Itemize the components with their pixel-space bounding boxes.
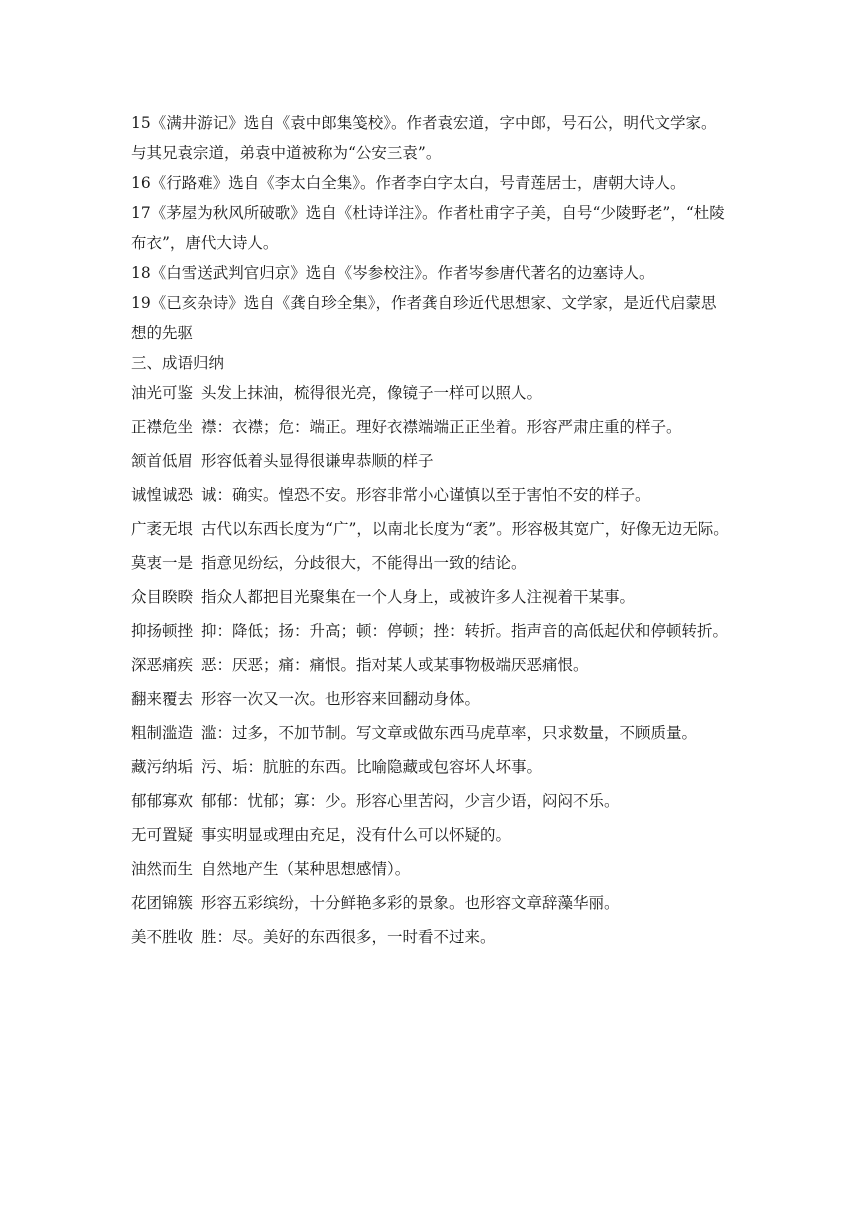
idiom-term: 众目睽睽 — [131, 588, 194, 606]
idiom-term: 郁郁寡欢 — [131, 792, 194, 810]
idiom-definition: 诚：确实。惶恐不安。形容非常小心谨慎以至于害怕不安的样子。 — [201, 486, 651, 504]
idiom-term: 翻来覆去 — [131, 690, 194, 708]
idiom-entry — [131, 480, 731, 510]
idiom-entry — [131, 378, 731, 408]
idiom-term: 正襟危坐 — [131, 418, 194, 436]
idiom-definition: 抑：降低；扬：升高；顿：停顿；挫：转折。指声音的高低起伏和停顿转折。 — [201, 622, 729, 640]
idiom-entry — [131, 616, 731, 646]
idiom-entry — [131, 718, 731, 748]
idiom-term: 美不胜收 — [131, 928, 194, 946]
idiom-entry — [131, 888, 731, 918]
idiom-term: 花团锦簇 — [131, 894, 194, 912]
idiom-term: 油光可鉴 — [131, 384, 194, 402]
idiom-definition: 事实明显或理由充足，没有什么可以怀疑的。 — [201, 826, 512, 844]
idiom-definition: 郁郁：忧郁；寡：少。形容心里苦闷，少言少语，闷闷不乐。 — [201, 792, 620, 810]
idiom-definition: 形容五彩缤纷，十分鲜艳多彩的景象。也形容文章辞藻华丽。 — [201, 894, 620, 912]
idiom-term: 莫衷一是 — [131, 554, 194, 572]
idiom-definition: 胜：尽。美好的东西很多，一时看不过来。 — [201, 928, 496, 946]
idiom-definition: 头发上抹油，梳得很光亮，像镜子一样可以照人。 — [201, 384, 543, 402]
idiom-term: 无可置疑 — [131, 826, 194, 844]
idiom-term: 粗制滥造 — [131, 724, 194, 742]
note-paragraph: 18《白雪送武判官归京》选自《岑参校注》。作者岑参唐代著名的边塞诗人。 — [131, 264, 655, 282]
idiom-entry — [131, 650, 731, 680]
idiom-term: 诚惶诚恐 — [131, 486, 194, 504]
idiom-entry — [131, 446, 731, 476]
section-heading: 三、成语归纳 — [131, 354, 225, 372]
idiom-definition: 滥：过多，不加节制。写文章或做东西马虎草率，只求数量，不顾质量。 — [201, 724, 698, 742]
idiom-term: 广袤无垠 — [131, 520, 194, 538]
note-paragraph: 16《行路难》选自《李太白全集》。作者李白字太白，号青莲居士，唐朝大诗人。 — [131, 174, 686, 192]
idiom-entry — [131, 684, 731, 714]
idiom-entry — [131, 548, 731, 578]
idiom-term: 藏污纳垢 — [131, 758, 194, 776]
document-body — [131, 108, 731, 952]
idiom-term: 颔首低眉 — [131, 452, 194, 470]
idiom-entry — [131, 752, 731, 782]
idiom-definition: 恶：厌恶；痛：痛恨。指对某人或某事物极端厌恶痛恨。 — [201, 656, 589, 674]
idiom-entry — [131, 922, 731, 952]
idiom-definition: 形容一次又一次。也形容来回翻动身体。 — [201, 690, 481, 708]
idiom-definition: 指意见纷纭，分歧很大，不能得出一致的结论。 — [201, 554, 527, 572]
idiom-entry — [131, 786, 731, 816]
idiom-definition: 自然地产生（某种思想感情）。 — [201, 860, 411, 878]
idiom-entry — [131, 820, 731, 850]
idiom-definition: 襟：衣襟；危：端正。理好衣襟端端正正坐着。形容严肃庄重的样子。 — [201, 418, 682, 436]
idiom-definition: 形容低着头显得很谦卑恭顺的样子 — [201, 452, 434, 470]
idiom-definition: 古代以东西长度为“广”，以南北长度为“袤”。形容极其宽广，好像无边无际。 — [201, 520, 729, 538]
idiom-term: 深恶痛疾 — [131, 656, 194, 674]
idiom-definition: 污、垢：肮脏的东西。比喻隐藏或包容坏人坏事。 — [201, 758, 543, 776]
idiom-term: 油然而生 — [131, 860, 194, 878]
note-paragraph: 19《已亥杂诗》选自《龚自珍全集》，作者龚自珍近代思想家、文学家，是近代启蒙思想的先驱 — [131, 294, 717, 342]
idiom-entry — [131, 854, 731, 884]
idiom-entry — [131, 412, 731, 442]
idiom-entry — [131, 582, 731, 612]
idiom-entry — [131, 514, 731, 544]
note-paragraph: 15《满井游记》选自《袁中郎集笺校》。作者袁宏道，字中郎，号石公，明代文学家。与其兄袁宗道，弟袁中道被称为“公安三袁”。 — [131, 114, 717, 162]
note-paragraph: 17《茅屋为秋风所破歌》选自《杜诗详注》。作者杜甫字子美，自号“少陵野老”，“杜陵布衣”，唐代大诗人。 — [131, 204, 725, 252]
idiom-definition: 指众人都把目光聚集在一个人身上，或被许多人注视着干某事。 — [201, 588, 636, 606]
idiom-term: 抑扬顿挫 — [131, 622, 194, 640]
